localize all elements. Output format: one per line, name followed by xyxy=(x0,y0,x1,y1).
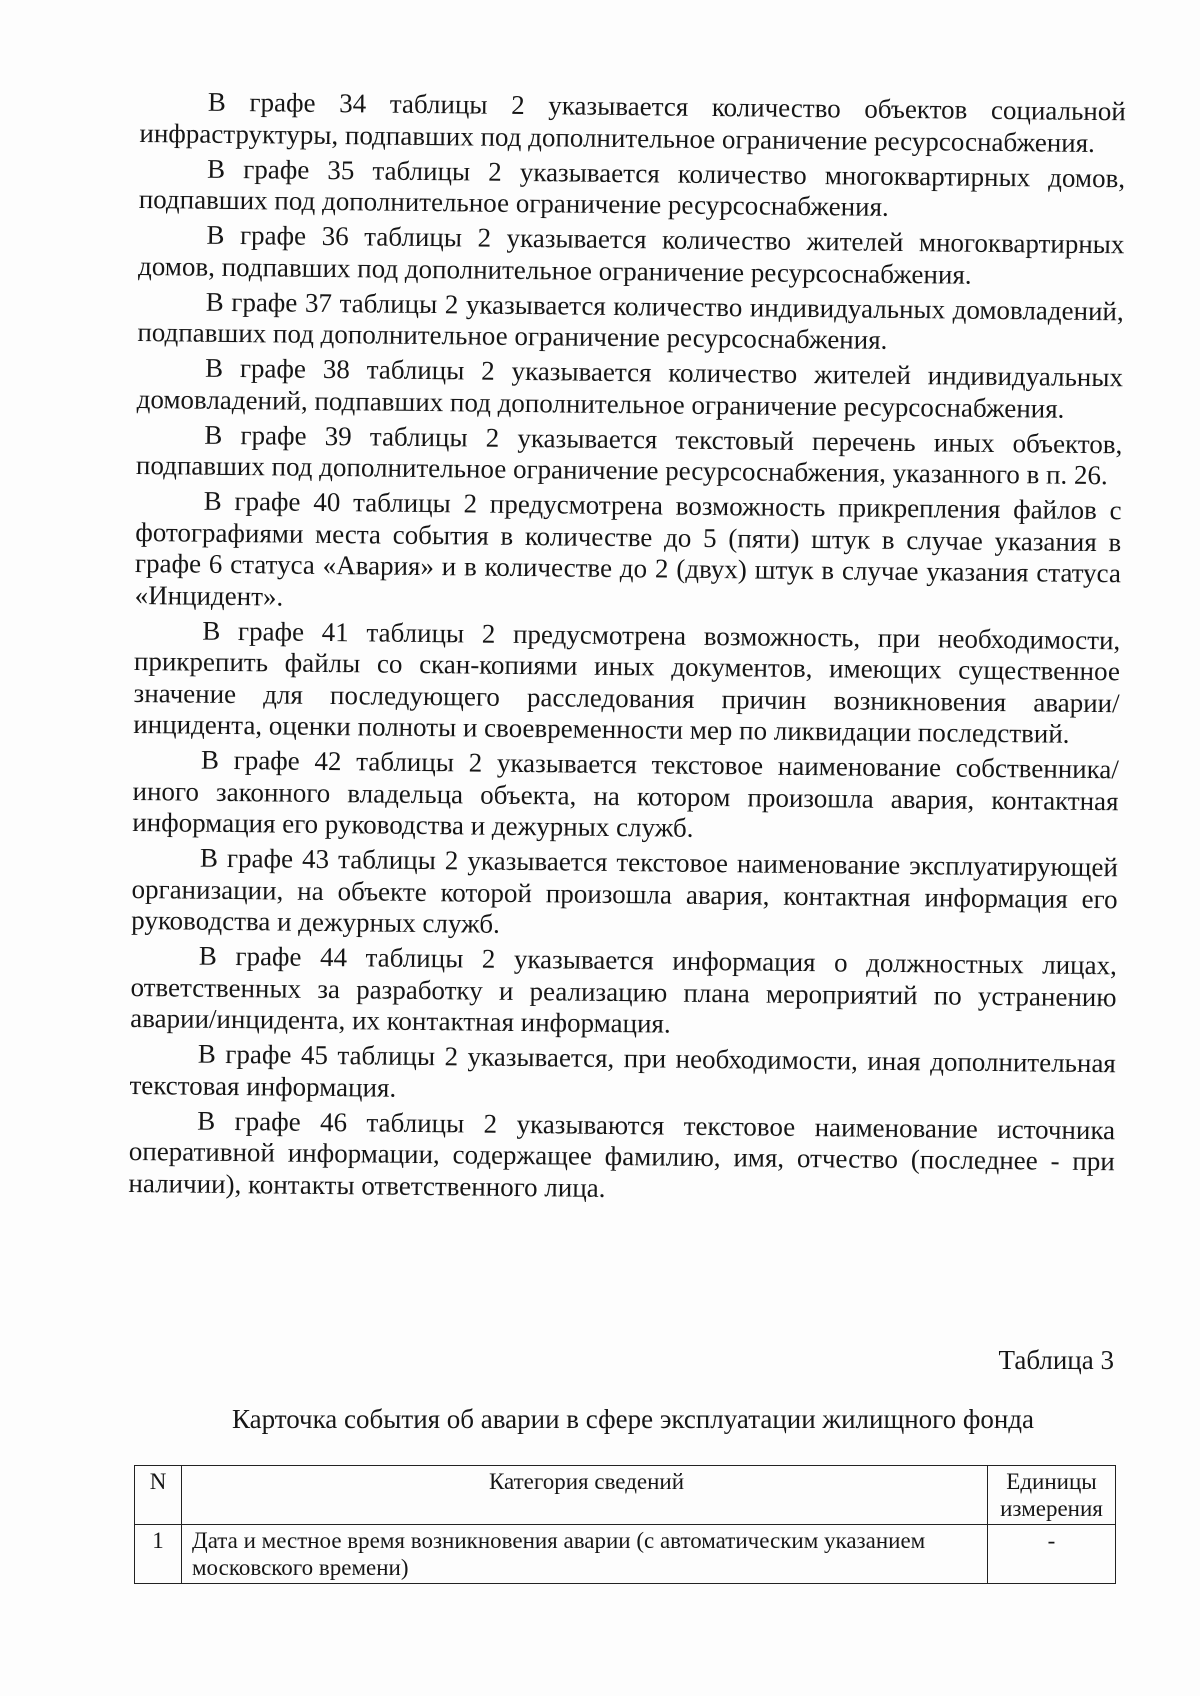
header-category: Категория сведений xyxy=(182,1466,988,1525)
event-card-table xyxy=(134,1465,1116,1584)
paragraph-graph-38: В графе 38 таблицы 2 указывается количество жителей индивидуальных домовладений, подпавших под дополнительное ограничение ресурсоснабжения. xyxy=(136,352,1124,424)
row-number: 1 xyxy=(135,1525,182,1584)
card-title: Карточка события об аварии в сфере эксплуатации жилищного фонда xyxy=(231,1404,1034,1434)
table-row xyxy=(135,1525,1116,1584)
paragraph-graph-36: В графе 36 таблицы 2 указывается количество жителей многоквартирных домов, подпавших под дополнительное ограничение ресурсоснабжения. xyxy=(137,219,1125,290)
row-category: Дата и местное время возникновения аварии (с автоматическим указанием московского времени) xyxy=(182,1525,988,1584)
paragraph-graph-40: В графе 40 таблицы 2 предусмотрена возможность прикрепления файлов с фотографиями места события в количестве до 5 (пяти) штук в случае указания в графе 6 статуса «Авария» и в количестве до 2 (двух) штук в случае указания статуса «Инцидент». xyxy=(134,485,1122,612)
header-number: N xyxy=(135,1466,182,1525)
row-units: - xyxy=(988,1525,1116,1584)
body-text xyxy=(128,86,1126,1213)
table-header-row xyxy=(135,1466,1116,1525)
paragraph-graph-34: В графе 34 таблицы 2 указывается количество объектов социальной инфраструктуры, подпавших под дополнительное ограничение ресурсоснабжения. xyxy=(139,86,1126,158)
table-label: Таблица 3 xyxy=(998,1345,1114,1375)
paragraph-graph-41: В графе 41 таблицы 2 предусмотрена возможность, при необходимости, прикрепить файлы со скан-копиями иных документов, имеющих существенное значение для последующего расследования причин возникновения аварии/инцидента, оценки полноты и своевременности мер по ликвидации последствий. xyxy=(133,615,1121,749)
header-units: Единицы измерения xyxy=(988,1466,1116,1525)
paragraph-graph-37: В графе 37 таблицы 2 указывается количество индивидуальных домовладений, подпавших под дополнительное ограничение ресурсоснабжения. xyxy=(137,286,1124,355)
paragraph-graph-44: В графе 44 таблицы 2 указывается информация о должностных лицах, ответственных за разработку и реализацию плана мероприятий по устранению аварии/инцидента, их контактная информация. xyxy=(130,940,1118,1039)
paragraph-graph-43: В графе 43 таблицы 2 указывается текстовое наименование эксплуатирующей организации, на объекте которой произошла авария, контактная информация его руководства и дежурных служб. xyxy=(131,842,1119,939)
paragraph-graph-35: В графе 35 таблицы 2 указывается количество многоквартирных домов, подпавших под дополнительное ограничение ресурсоснабжения. xyxy=(138,153,1126,222)
paragraph-graph-46: В графе 46 таблицы 2 указываются текстовое наименование источника оперативной информации, содержащее фамилию, имя, отчество (последнее - при наличии), контакты ответственного лица. xyxy=(128,1105,1116,1203)
paragraph-graph-42: В графе 42 таблицы 2 указывается текстовое наименование собственника/иного законного владельца объекта, на котором произошла авария, контактная информация его руководства и дежурных служб. xyxy=(132,744,1120,843)
paragraph-graph-45: В графе 45 таблицы 2 указывается, при необходимости, иная дополнительная текстовая информация. xyxy=(129,1038,1116,1103)
paragraph-graph-39: В графе 39 таблицы 2 указывается текстовый перечень иных объектов, подпавших под дополнительное ограничение ресурсоснабжения, указанного в п. 26. xyxy=(135,419,1123,491)
